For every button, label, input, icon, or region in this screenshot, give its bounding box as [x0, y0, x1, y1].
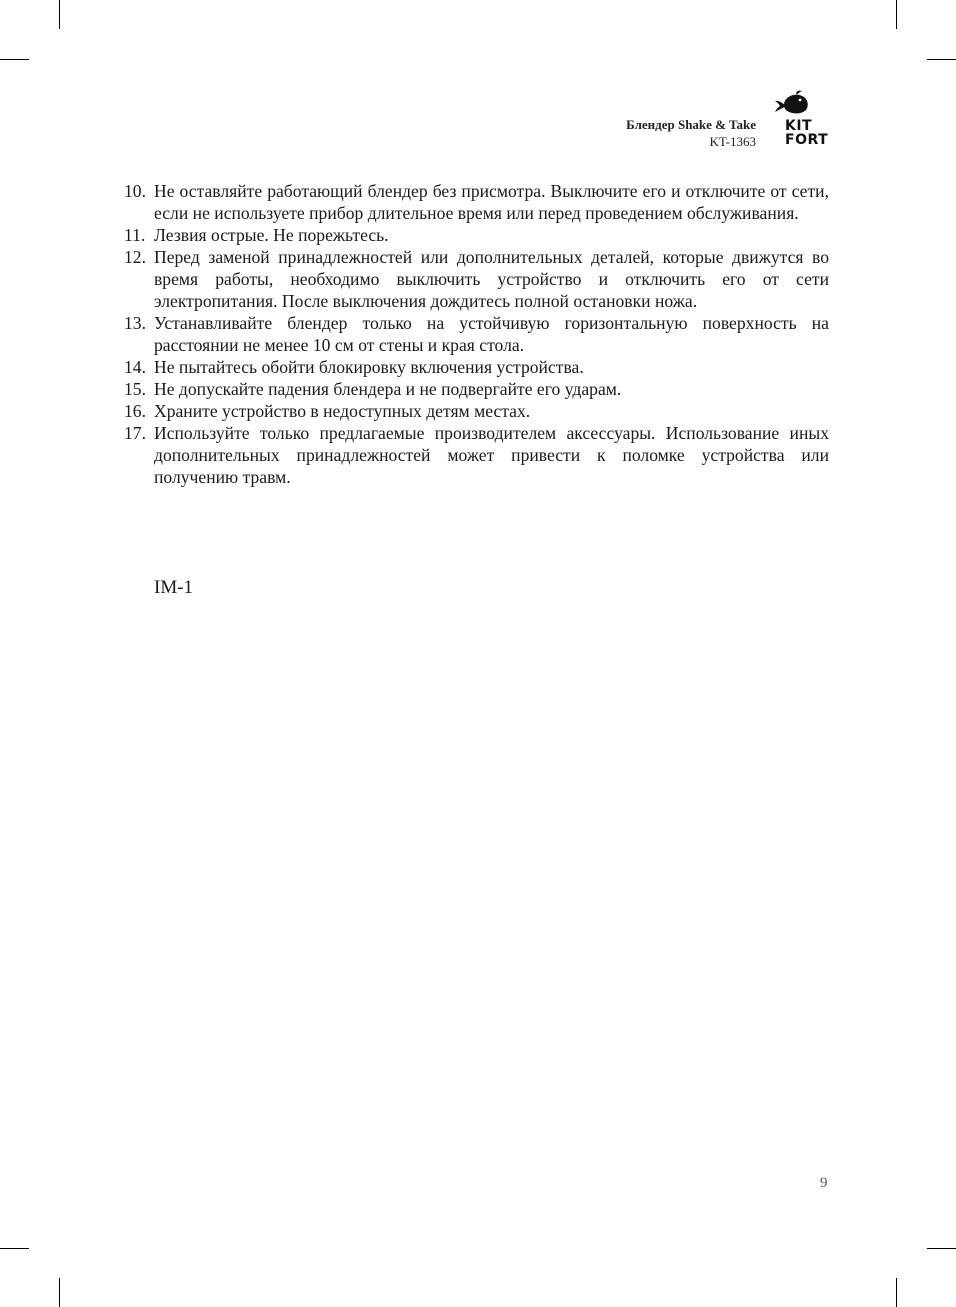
item-text: Лезвия острые. Не порежьтесь.	[154, 225, 389, 245]
crop-mark	[927, 59, 956, 60]
logo-text-kit: KIT	[785, 118, 813, 134]
list-item	[124, 356, 829, 378]
item-text: Не оставляйте работающий блендер без присмотра. Выключите его и отключите от сети, если не используете прибор длительное время или перед проведением обслуживания.	[154, 181, 829, 223]
list-item	[124, 422, 829, 488]
item-number: 15.	[124, 379, 146, 399]
page-number: 9	[820, 1175, 828, 1191]
list-item	[124, 180, 829, 224]
item-text: Не допускайте падения блендера и не подвергайте его ударам.	[154, 379, 622, 399]
crop-mark	[927, 1248, 956, 1249]
crop-mark	[0, 59, 29, 60]
item-text: Не пытайтесь обойти блокировку включения устройства.	[154, 357, 584, 377]
crop-mark	[896, 1278, 897, 1307]
item-number: 11.	[124, 225, 146, 245]
item-number: 16.	[124, 401, 146, 421]
item-number: 17.	[124, 423, 146, 443]
whale-icon	[766, 88, 816, 118]
item-number: 13.	[124, 313, 146, 333]
item-text: Перед заменой принадлежностей или дополнительных деталей, которые движутся во время работы, необходимо выключить устройство и отключить его от сети электропитания. После выключения дождитесь полной остановки ножа.	[154, 247, 829, 311]
model-number: KT-1363	[709, 134, 756, 149]
list-item	[124, 378, 829, 400]
logo-text-fort: FORT	[785, 132, 829, 148]
safety-instructions-list	[124, 180, 829, 488]
crop-mark	[59, 1278, 60, 1307]
item-number: 14.	[124, 357, 146, 377]
crop-mark	[896, 0, 897, 29]
list-item	[124, 246, 829, 312]
item-text: Устанавливайте блендер только на устойчивую горизонтальную поверхность на расстоянии не менее 10 см от стены и края стола.	[154, 313, 829, 355]
item-text: Храните устройство в недоступных детям местах.	[154, 401, 531, 421]
kitfort-logo	[766, 88, 834, 150]
list-item	[124, 312, 829, 356]
document-code: IM-1	[154, 577, 194, 598]
crop-mark	[59, 0, 60, 29]
item-number: 10.	[124, 181, 146, 201]
crop-mark	[0, 1248, 29, 1249]
item-text: Используйте только предлагаемые производителем аксессуары. Использование иных дополнительных принадлежностей может привести к поломке устройства или получению травм.	[154, 423, 829, 487]
item-number: 12.	[124, 247, 146, 267]
page-header	[560, 88, 834, 150]
product-title: Блендер Shake & Take	[626, 117, 756, 132]
list-item	[124, 224, 829, 246]
list-item	[124, 400, 829, 422]
